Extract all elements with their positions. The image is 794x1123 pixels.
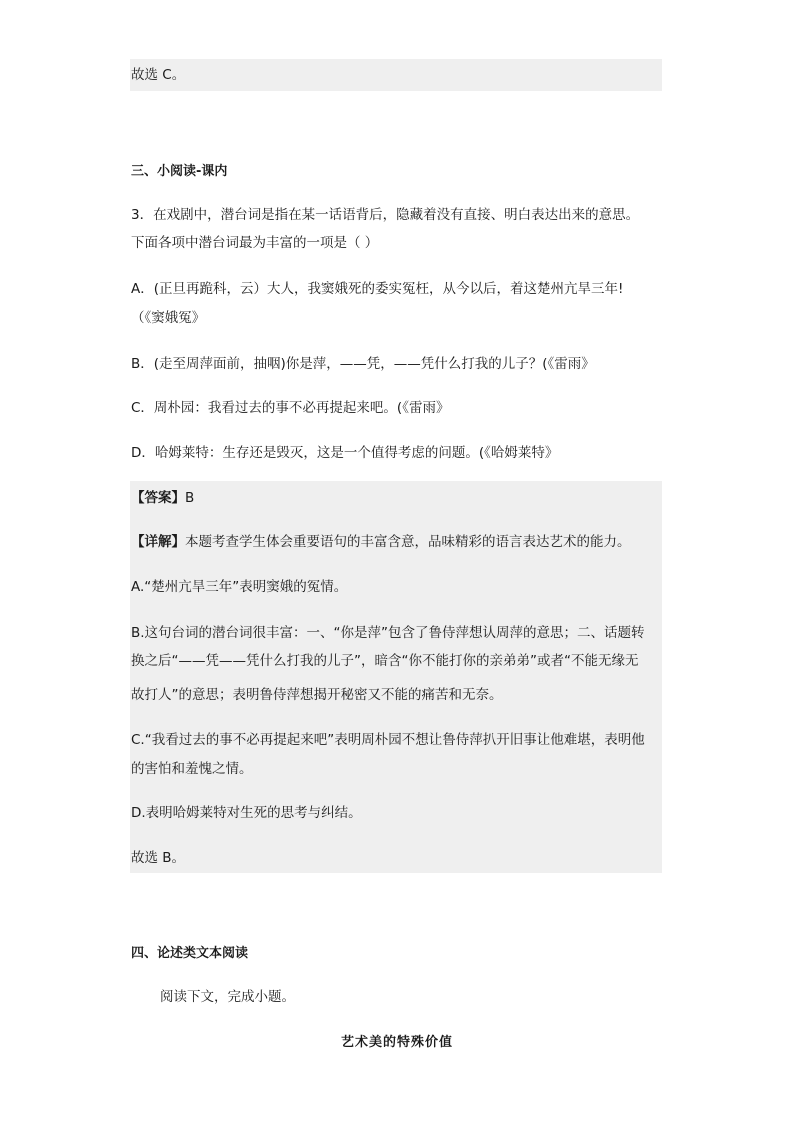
- answer-line: [131, 489, 194, 507]
- prev-answer-conclusion: 故选 C。: [131, 67, 186, 83]
- article-title: 艺术美的特殊价值: [340, 1035, 453, 1050]
- explain-b-line-1: B.这句台词的潜台词很丰富：一、“你是萍”包含了鲁侍萍想认周萍的意思；二、话题转: [131, 625, 645, 641]
- explain-b-line-2: 换之后“——凭——凭什么打我的儿子”，暗含“你不能打你的亲弟弟”或者“不能无缘无: [131, 653, 639, 669]
- option-d: D．哈姆莱特：生存还是毁灭，这是一个值得考虑的问题。(《哈姆莱特》: [131, 445, 559, 461]
- prev-answer-block: [130, 59, 662, 91]
- explain-c-line-2: 的害怕和羞愧之情。: [131, 761, 253, 777]
- section-heading-3: 三、小阅读-课内: [131, 164, 228, 179]
- answer-label: 【答案】: [131, 490, 185, 506]
- section-heading-4: 四、论述类文本阅读: [131, 946, 249, 961]
- explain-a: A.“楚州亢旱三年”表明窦娥的冤情。: [131, 579, 348, 595]
- question-text-line-2: 下面各项中潜台词最为丰富的一项是（ ）: [131, 235, 379, 251]
- question-text-line-1: 3．在戏剧中，潜台词是指在某一话语背后，隐藏着没有直接、明白表达出来的意思。: [131, 207, 640, 223]
- detail-line: [131, 533, 631, 551]
- option-c: C．周朴园：我看过去的事不必再提起来吧。(《雷雨》: [131, 400, 450, 416]
- option-a-line-1: A．(正旦再跪科，云）大人，我窦娥死的委实冤枉，从今以后，着这楚州亢旱三年!: [131, 281, 624, 297]
- option-b: B．(走至周萍面前，抽咽)你是萍，——凭，——凭什么打我的儿子？(《雷雨》: [131, 356, 595, 372]
- explain-c-line-1: C.“我看过去的事不必再提起来吧”表明周朴园不想让鲁侍萍扒开旧事让他难堪，表明他: [131, 732, 645, 748]
- explain-d: D.表明哈姆莱特对生死的思考与纠结。: [131, 805, 362, 821]
- detail-text: 本题考查学生体会重要语句的丰富含意，品味精彩的语言表达艺术的能力。: [185, 534, 631, 550]
- reading-instruction: 阅读下文，完成小题。: [160, 989, 295, 1005]
- answer-conclusion: 故选 B。: [131, 850, 186, 866]
- detail-label: 【详解】: [131, 534, 185, 550]
- answer-value: B: [185, 490, 195, 506]
- explain-b-line-3: 故打人”的意思；表明鲁侍萍想揭开秘密又不能的痛苦和无奈。: [131, 687, 503, 703]
- option-a-line-2: （《窦娥冤》: [131, 310, 206, 326]
